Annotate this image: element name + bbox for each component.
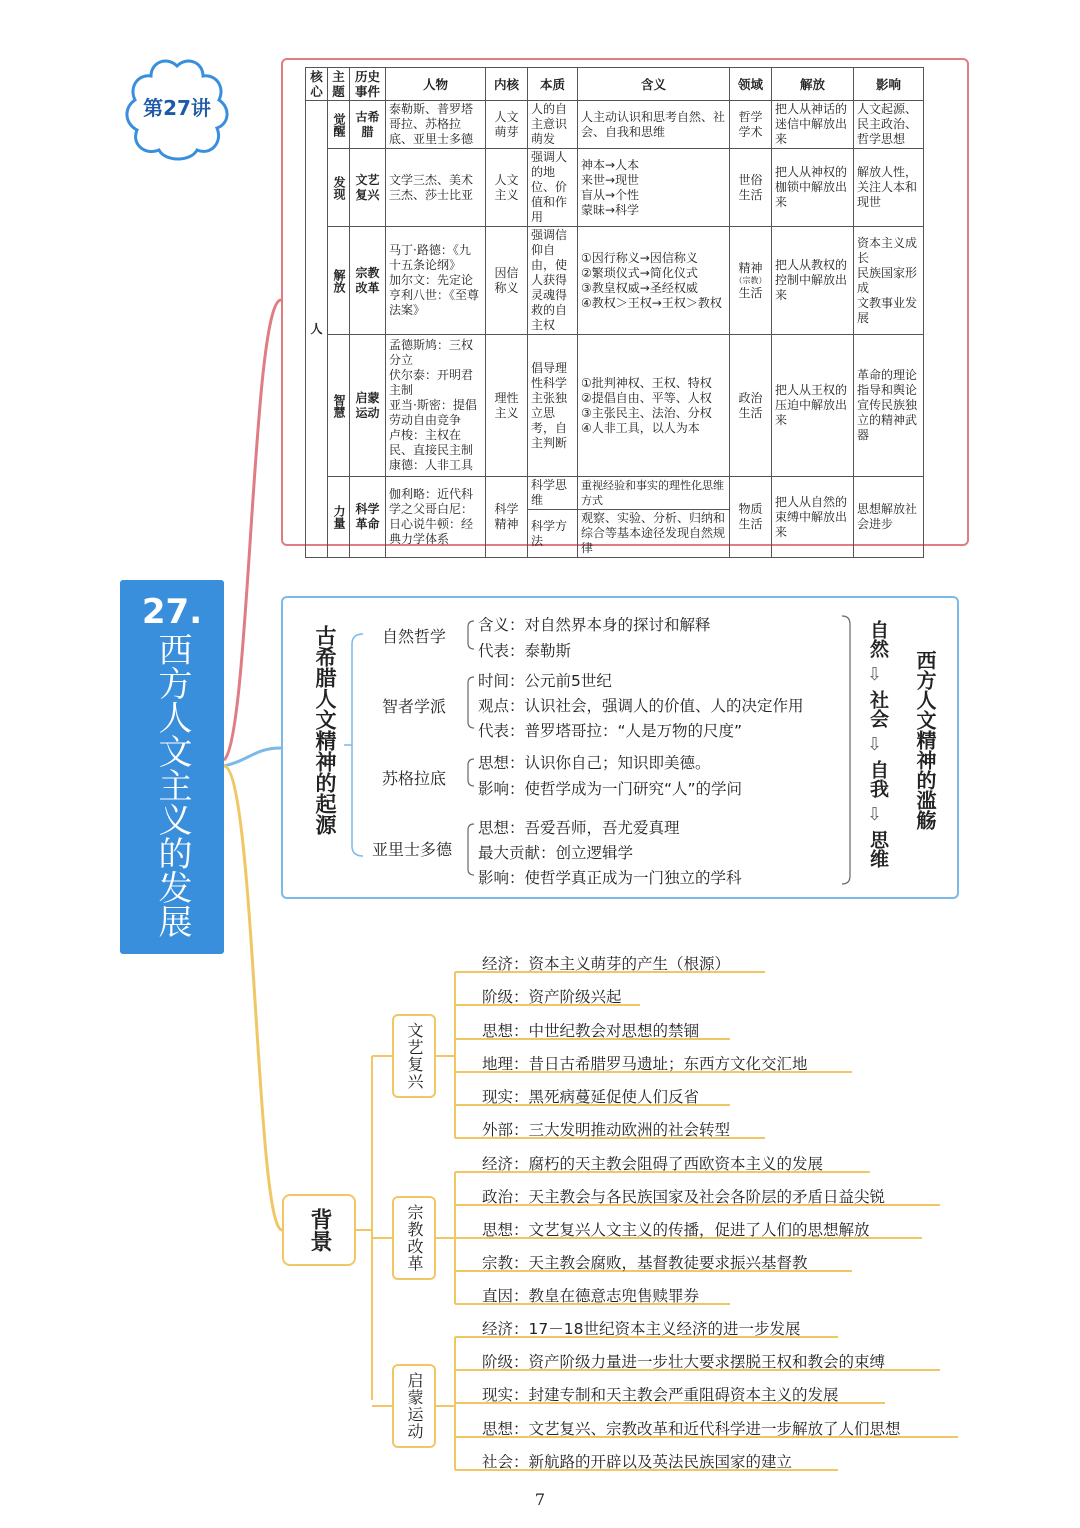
origin-item: 影响：使哲学成为一门研究“人”的学问	[478, 780, 743, 798]
row-theme: 力量	[332, 505, 346, 529]
center-title-number: 27.	[141, 592, 203, 632]
row-liberation: 把人从教权的控制中解放出来	[772, 227, 854, 335]
background-group-enlightenment	[392, 1364, 436, 1448]
row-essence: 强调信仰自由，使人获得灵魂得救的自主权	[528, 227, 578, 335]
background-item: 宗教：天主教会腐败，基督教徒要求振兴基督教	[482, 1254, 808, 1272]
row-field-main: 精神	[738, 260, 763, 275]
header-core: 核心	[306, 68, 328, 101]
row-essence: 强调人的地位、价值和作用	[528, 149, 578, 227]
background-item: 外部：三大发明推动欧洲的社会转型	[482, 1121, 731, 1139]
chain-self: 自我	[867, 760, 889, 798]
origin-item: 代表：泰勒斯	[478, 642, 572, 660]
background-group-label: 启蒙运动	[405, 1372, 424, 1440]
background-item: 社会：新航路的开辟以及英法民族国家的建立	[482, 1453, 793, 1471]
row-kernel: 理性主义	[486, 335, 528, 477]
row-field: 物质生活	[730, 477, 772, 558]
chain-thinking: 思维	[867, 830, 889, 868]
row-essence-a: 科学思维	[528, 477, 578, 510]
origin-group-natural-philosophy: 自然哲学	[382, 627, 447, 646]
background-item: 现实：黑死病蔓延促使人们反省	[482, 1088, 700, 1106]
header-event: 历史事件	[350, 68, 386, 101]
lecture-badge: 第27讲	[143, 96, 211, 120]
row-event: 古希腊	[355, 109, 380, 139]
row-field: 哲学学术	[730, 101, 772, 149]
origin-item: 时间：公元前5世纪	[478, 672, 612, 690]
row-meaning-b: 观察、实验、分析、归纳和综合等基本途径发现自然规律	[578, 510, 730, 558]
origin-item: 代表：普罗塔哥拉：“人是万物的尺度”	[478, 722, 743, 740]
red-branch-line	[224, 300, 281, 760]
row-field	[730, 227, 772, 335]
row-kernel: 因信称义	[486, 227, 528, 335]
yellow-branch-line	[224, 766, 282, 1230]
row-field: 政治生活	[730, 335, 772, 477]
background-item: 经济：资本主义萌芽的产生（根源）	[482, 955, 731, 973]
row-field: 世俗生活	[730, 149, 772, 227]
row-field-note: （宗教）	[734, 275, 767, 285]
row-meaning: ①因行称义→因信称义 ②繁琐仪式→简化仪式 ③教皇权威→圣经权威 ④教权＞王权→王权＞教权	[578, 227, 730, 335]
origin-item: 思想：认识你自己；知识即美德。	[478, 754, 711, 772]
origin-right-title: 西方人文精神的滥觞	[913, 650, 937, 830]
row-people: 文学三杰、美术三杰、莎士比亚	[386, 149, 486, 227]
header-meaning: 含义	[578, 68, 730, 101]
row-influence: 人文起源、民主政治、哲学思想	[854, 101, 924, 149]
origin-group-aristotle: 亚里士多德	[372, 840, 453, 859]
background-label: 背景	[307, 1208, 332, 1252]
row-essence: 倡导理性科学主张独立思考，自主判断	[528, 335, 578, 477]
table-row	[306, 477, 924, 510]
row-people: 泰勒斯、普罗塔哥拉、苏格拉底、亚里士多德	[386, 101, 486, 149]
row-event: 启蒙运动	[350, 335, 386, 477]
row-influence: 资本主义成长 民族国家形成 文教事业发展	[854, 227, 924, 335]
origin-item: 观点：认识社会，强调人的价值、人的决定作用	[478, 697, 804, 715]
background-item: 阶级：资产阶级兴起	[482, 988, 622, 1006]
row-kernel: 人文主义	[486, 149, 528, 227]
background-group-renaissance	[392, 1014, 436, 1098]
origin-item: 思想：吾爱吾师，吾尤爱真理	[478, 819, 680, 837]
header-kernel: 内核	[486, 68, 528, 101]
row-people: 孟德斯鸠：三权分立 伏尔泰：开明君主制 亚当·斯密：提倡劳动自由竞争 卢梭：主权在民、直接民主制 康德：人非工具	[386, 335, 486, 477]
table-row	[306, 101, 924, 149]
row-people: 马丁·路德：《九十五条论纲》 加尔文：先定论 亨利八世：《至尊法案》	[386, 227, 486, 335]
chain-arrow-icon: ⇩	[867, 804, 883, 825]
row-theme: 觉醒	[332, 112, 346, 137]
row-essence: 人的自主意识萌发	[528, 101, 578, 149]
row-kernel: 科学精神	[486, 477, 528, 558]
background-item: 思想：文艺复兴、宗教改革和近代科学进一步解放了人们思想	[482, 1420, 901, 1438]
background-group-label: 宗教改革	[405, 1204, 424, 1272]
row-theme: 发现	[332, 175, 346, 200]
humanism-table	[305, 67, 924, 558]
header-theme: 主题	[328, 68, 350, 101]
row-event: 宗教改革	[350, 227, 386, 335]
row-event: 科学革命	[350, 477, 386, 558]
center-title	[120, 580, 224, 954]
table-row	[306, 335, 924, 477]
background-item: 阶级：资产阶级力量进一步壮大要求摆脱王权和教会的束缚	[482, 1353, 886, 1371]
center-title-text: 西方人文主义的发展	[152, 632, 192, 938]
row-influence: 解放人性，关注人本和现世	[854, 149, 924, 227]
header-influence: 影响	[854, 68, 924, 101]
page-number: 7	[534, 1490, 546, 1509]
origin-group-socrates: 苏格拉底	[382, 769, 447, 788]
row-theme: 智慧	[332, 393, 346, 418]
table-row	[306, 149, 924, 227]
row-people: 伽利略：近代科学之父哥白尼： 日心说牛顿：经典力学体系	[386, 477, 486, 558]
origin-item: 最大贡献：创立逻辑学	[478, 844, 634, 862]
background-item: 政治：天主教会与各民族国家及社会各阶层的矛盾日益尖锐	[482, 1188, 886, 1206]
origin-group-sophists: 智者学派	[382, 697, 447, 716]
header-people: 人物	[386, 68, 486, 101]
row-liberation: 把人从神权的枷锁中解放出来	[772, 149, 854, 227]
row-influence: 革命的理论指导和舆论宣传民族独立的精神武器	[854, 335, 924, 477]
background-item: 思想：文艺复兴人文主义的传播，促进了人们的思想解放	[482, 1221, 870, 1239]
background-item: 直因：教皇在德意志兜售赎罪券	[482, 1287, 700, 1305]
row-theme: 解放	[332, 268, 346, 293]
table-header-row	[306, 68, 924, 101]
origin-item: 影响：使哲学真正成为一门独立的学科	[478, 869, 742, 887]
table-row	[306, 227, 924, 335]
origin-item: 含义：对自然界本身的探讨和解释	[478, 616, 711, 634]
background-item: 地理：昔日古希腊罗马遗址；东西方文化交汇地	[482, 1055, 808, 1073]
background-item: 经济：腐朽的天主教会阻碍了西欧资本主义的发展	[482, 1155, 824, 1173]
row-meaning: 人主动认识和思考自然、社会、自我和思维	[578, 101, 730, 149]
header-field: 领域	[730, 68, 772, 101]
chain-nature: 自然	[867, 620, 889, 658]
row-field-tail: 生活	[738, 285, 763, 300]
row-meaning: ①批判神权、王权、特权 ②提倡自由、平等、人权 ③主张民主、法治、分权 ④人非工具，以人为本	[578, 335, 730, 477]
row-meaning: 神本→人本 来世→现世 盲从→个性 蒙昧→科学	[578, 149, 730, 227]
row-meaning-a: 重视经验和事实的理性化思维方式	[578, 477, 730, 510]
row-influence: 思想解放社会进步	[854, 477, 924, 558]
header-essence: 本质	[528, 68, 578, 101]
row-kernel: 人文萌芽	[486, 101, 528, 149]
background-group-reformation	[392, 1196, 436, 1280]
row-essence-b: 科学方法	[528, 510, 578, 558]
row-liberation: 把人从神话的迷信中解放出来	[772, 101, 854, 149]
background-node	[282, 1194, 356, 1266]
chain-society: 社会	[867, 690, 889, 728]
row-liberation: 把人从王权的压迫中解放出来	[772, 335, 854, 477]
background-item: 现实：封建专制和天主教会严重阻碍资本主义的发展	[482, 1386, 839, 1404]
core-cell: 人	[306, 101, 328, 558]
background-item: 思想：中世纪教会对思想的禁锢	[482, 1022, 700, 1040]
background-item: 经济：17－18世纪资本主义经济的进一步发展	[482, 1320, 801, 1338]
chain-arrow-icon: ⇩	[867, 734, 883, 755]
header-liberation: 解放	[772, 68, 854, 101]
background-group-label: 文艺复兴	[405, 1022, 424, 1090]
blue-branch-line	[224, 748, 281, 766]
row-event: 文艺复兴	[350, 149, 386, 227]
chain-arrow-icon: ⇩	[867, 664, 883, 685]
origin-title: 古希腊人文精神的起源	[313, 625, 337, 835]
row-liberation: 把人从自然的束缚中解放出来	[772, 477, 854, 558]
